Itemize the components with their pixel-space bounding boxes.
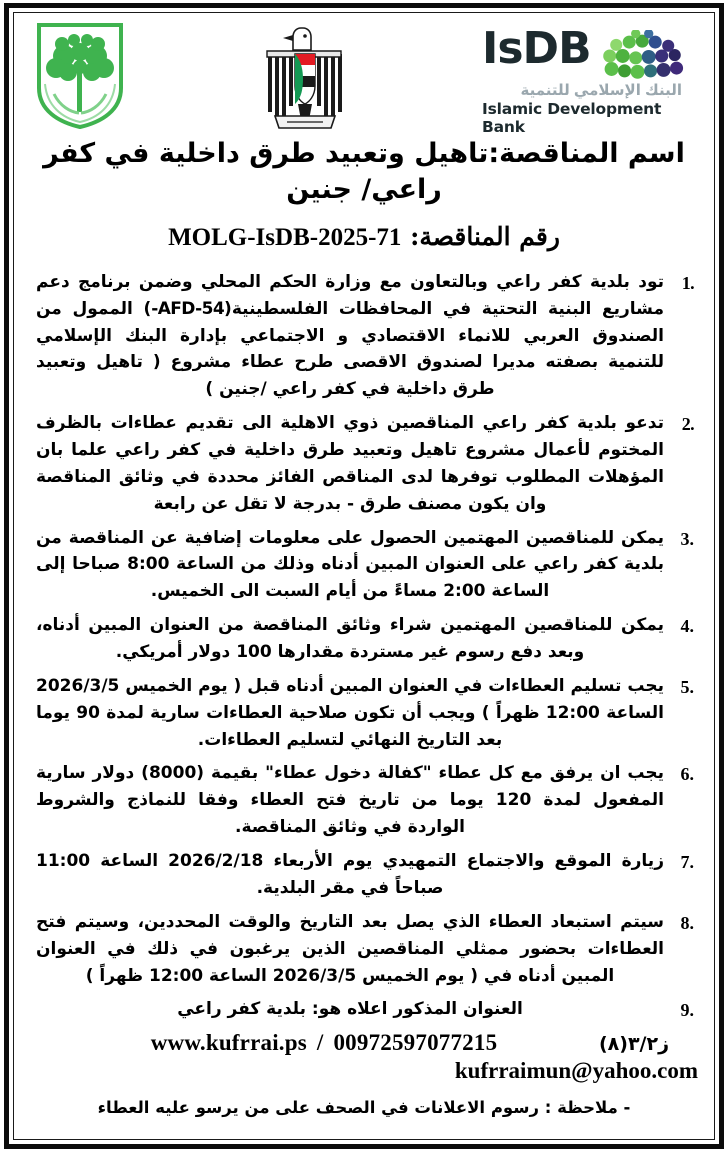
website-phone-line: [34, 1030, 574, 1056]
tender-clause-1: تود بلدية كفر راعي وبالتعاون مع وزارة الحكم المحلي وضمن برنامج دعم مشاريع البنية التحتية في المحافظات الفلسطينية(AFD-54-) الممول من الصندوق العربي للانماء الاقتصادي و الاجتماعي بإدارة البنك الإسلامي للتنمية بصفته مديرا لصندوق الاقصى طرح عطاء مشروع ( تاهيل وتعبيد طرق داخلية في كفر راعي /جنين ): [36, 271, 664, 400]
tender-clause-8: سيتم استبعاد العطاء الذي يصل بعد التاريخ والوقت المحددين، وسيتم فتح العطاءات بحضور ممثلي المناقصين الذين يرغبون في ذلك في العنوان المبين أدناه في ( يوم الخميس 2026/3/5 الساعة 12:00 ظهراً ): [36, 911, 664, 986]
tender-name: اسم المناقصة:تاهيل وتعبيد طرق داخلية في كفر راعي/ جنين: [43, 138, 685, 206]
email-address[interactable]: kufrraimun@yahoo.com: [454, 1058, 698, 1084]
logo-header-row: [30, 20, 698, 136]
tender-clause-3: يمكن للمناقصين المهتمين الحصول على معلومات إضافية عن المناقصة من بلدية كفر راعي على العنوان المبين أدناه وذلك من الساعة 8:00 صباحا إلى الساعة 2:00 مساءً من أيام السبت الى الخميس.: [36, 527, 664, 602]
separator: /: [316, 1030, 324, 1056]
contact-row: [30, 1030, 698, 1056]
title-block: [30, 136, 698, 255]
phone-number: 00972597077215: [333, 1030, 498, 1056]
reference-code: ز٣/٢(٨): [598, 1033, 670, 1056]
tender-clause-5: يجب تسليم العطاءات في العنوان المبين أدناه قبل ( يوم الخميس 2026/3/5 الساعة 12:00 ظهراً ) ويجب أن تكون صلاحية العطاءات سارية لمدة 90 يوما بعد التاريخ النهائي لتسليم العطاءات.: [36, 675, 665, 750]
website-link[interactable]: www.kufrrai.ps: [150, 1030, 307, 1056]
isdb-wordmark: IsDB: [482, 23, 591, 74]
page-content: [18, 16, 710, 1135]
tender-clause-list: [30, 269, 698, 1023]
palestine-state-emblem: [265, 24, 343, 130]
isdb-logo: [482, 23, 694, 136]
tender-number-value: MOLG-IsDB-2025-71: [168, 223, 402, 251]
footer-note: - ملاحظة : رسوم الاعلانات في الصحف على من يرسو عليه العطاء: [97, 1098, 631, 1118]
isdb-arabic-name: البنك الإسلامي للتنمية: [520, 82, 682, 99]
tender-clause-4: يمكن للمناقصين المهتمين شراء وثائق المناقصة من العنوان المبين أدناه، وبعد دفع رسوم غير مستردة مقدارها 100 دولار أمريكي.: [36, 615, 664, 663]
isdb-english-name: Islamic Development Bank: [482, 100, 662, 136]
isdb-wordmark-row: [482, 23, 694, 82]
tender-clause-6: يجب ان يرفق مع كل عطاء "كفالة دخول عطاء" بقيمة (8000) دولار سارية المفعول لمدة 120 يوما من تاريخ فتح العطاء وفقا للنماذج والشروط الواردة في وثائق المناقصة.: [36, 763, 664, 838]
isdb-dome-icon: [597, 30, 693, 87]
tender-clause-2: تدعو بلدية كفر راعي المناقصين ذوي الاهلية الى تقديم عطاءات بالظرف المختوم لأعمال مشروع تاهيل وتعبيد طرق داخلية في كفر راعي علما بان المؤهلات المطلوب توفرها لدى المناقص الفائز محددة في وثائق المناقصة وان يكون مصنف طرق - بدرجة لا تقل عن رابعة: [36, 413, 664, 514]
tender-number-line: [30, 219, 698, 255]
tender-number-label: رقم المناقصة:: [410, 221, 560, 251]
tender-clause-7: زيارة الموقع والاجتماع التمهيدي يوم الأربعاء 2026/2/18 الساعة 11:00 صباحاً في مقر البلدية.: [36, 851, 664, 898]
tender-clause-9: العنوان المذكور اعلاه هو: بلدية كفر راعي: [177, 999, 523, 1020]
kufr-rai-municipality-logo: [34, 22, 126, 130]
